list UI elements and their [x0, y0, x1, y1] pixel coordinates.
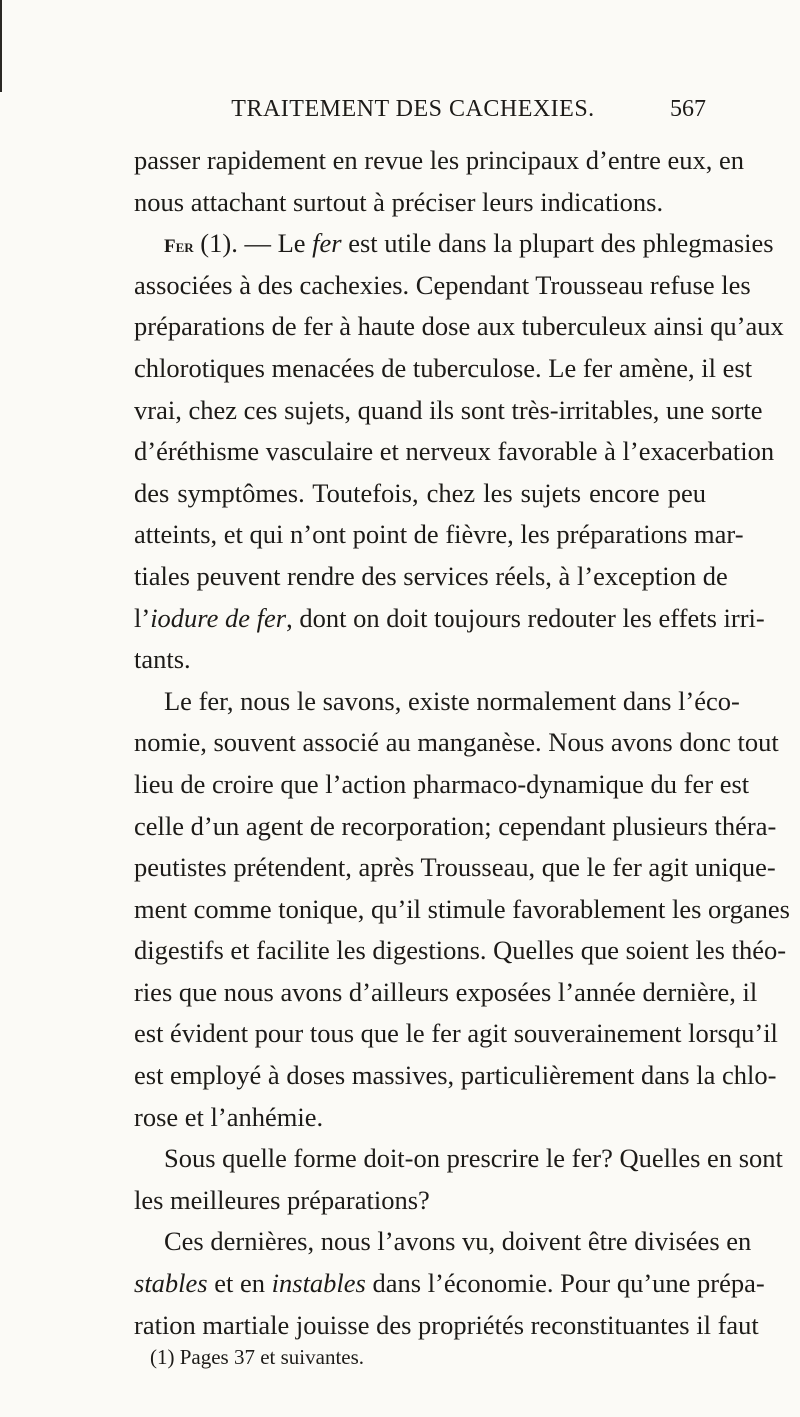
small-caps-span: Fer	[164, 236, 194, 258]
footnote: (1) Pages 37 et suivantes.	[150, 1345, 365, 1369]
body-text	[134, 140, 790, 1346]
text-line: chlorotiques menacées de tuberculose. Le fer amène, il est	[134, 352, 753, 383]
text-line: nomie, souvent associé au manganèse. Nous avons donc tout	[134, 727, 779, 758]
text-line: nous attachant surtout à préciser leurs indications.	[134, 186, 664, 217]
text-line: digestifs et facilite les digestions. Quelles que soient les théo-	[134, 935, 787, 966]
text-line: est employé à doses massives, particulièrement dans la chlo-	[134, 1060, 777, 1091]
text-line: des symptômes. Toutefois, chez les sujets encore peu	[134, 477, 706, 508]
scan-edge-line	[0, 0, 2, 92]
text-span: (1). — Le	[193, 228, 313, 259]
running-header	[120, 96, 706, 132]
text-span: est utile dans la plupart des phlegmasies	[341, 228, 774, 259]
running-title: TRAITEMENT DES CACHEXIES.	[231, 96, 595, 122]
page-number: 567	[670, 96, 706, 122]
text-line: lieu de croire que l’action pharmaco-dynamique du fer est	[134, 768, 750, 799]
text-line: tants.	[134, 644, 191, 675]
text-line: Ces dernières, nous l’avons vu, doivent être divisées en	[164, 1226, 752, 1257]
text-line: est évident pour tous que le fer agit souverainement lorsqu’il	[134, 1018, 778, 1049]
text-line: Le fer, nous le savons, existe normalement dans l’éco-	[164, 685, 740, 716]
text-line	[134, 223, 774, 265]
italic-span: stables	[134, 1268, 208, 1299]
text-line: tiales peuvent rendre des services réels, à l’exception de	[134, 560, 728, 591]
text-line: préparations de fer à haute dose aux tuberculeux ainsi qu’aux	[134, 311, 784, 342]
text-line: ries que nous avons d’ailleurs exposées l’année dernière, il	[134, 976, 758, 1007]
text-line: associées à des cachexies. Cependant Trousseau refuse les	[134, 269, 751, 300]
italic-span: iodure de fer	[150, 602, 287, 633]
text-line: ration martiale jouisse des propriétés reconstituantes il faut	[134, 1309, 759, 1340]
text-span: et en	[207, 1268, 272, 1299]
text-line: atteints, et qui n’ont point de fièvre, les préparations mar-	[134, 519, 744, 550]
text-line	[134, 598, 765, 640]
text-line: les meilleures préparations?	[134, 1184, 430, 1215]
italic-span: fer	[312, 228, 342, 259]
italic-span: instables	[271, 1268, 366, 1299]
text-span: dans l’économie. Pour qu’une prépa-	[365, 1268, 765, 1299]
text-line: celle d’un agent de recorporation; cependant plusieurs théra-	[134, 810, 777, 841]
text-line: Sous quelle forme doit-on prescrire le fer? Quelles en sont	[164, 1143, 783, 1174]
text-line: d’éréthisme vasculaire et nerveux favorable à l’exacerbation	[134, 436, 775, 467]
text-line: rose et l’anhémie.	[134, 1101, 324, 1132]
text-line: vrai, chez ces sujets, quand ils sont très-irritables, une sorte	[134, 394, 763, 425]
text-line: ment comme tonique, qu’il stimule favorablement les organes	[134, 893, 790, 924]
text-line: passer rapidement en revue les principaux d’entre eux, en	[134, 145, 744, 175]
text-span: , dont on doit toujours redouter les effets irri-	[286, 602, 765, 633]
text-line	[134, 1263, 765, 1305]
text-span: l’	[134, 602, 151, 633]
text-line: peutistes prétendent, après Trousseau, que le fer agit unique-	[134, 852, 776, 883]
